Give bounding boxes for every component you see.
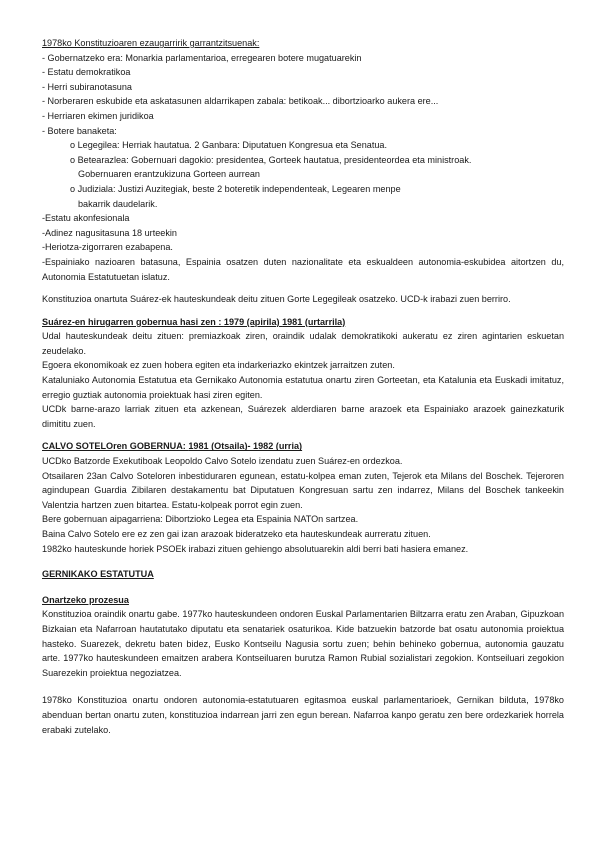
heading-text: Suárez-en hirugarren gobernua hasi zen : [42,316,224,327]
paragraph: 1978ko Konstituzioa onartu ondoren autonomia-estatutuaren egitasmoa euskal parlamentarioek, Gernikan bilduta, 1978ko abenduan bertan onartu zuten, konstituzioa indarrean jarri zen egun berean. Nafarroa kanpo geratu zen bere ordezkariek horrela erabaki zutelako. [42,695,564,735]
list-item: - Estatu demokratikoa [42,67,131,78]
list-item: -Adinez nagusitasuna 18 urteekin [42,227,177,238]
paragraph: 1982ko hauteskunde horiek PSOEk irabazi zituen gehiengo absolutuarekin aldi berri bati hasiera emanez. [42,543,469,554]
section-heading-constitution: 1978ko Konstituzioaren ezaugarririk garrantzitsuenak: [42,38,260,48]
list-item: - Botere banaketa: [42,125,117,136]
section-heading-calvo-sotelo [42,439,564,454]
section-heading-gernika-statute: GERNIKAKO ESTATUTUA [42,569,154,580]
heading-text: CALVO SOTELOren GOBERNUA: [42,441,189,452]
sub-list-item: o Legegilea: Herriak hautatua. 2 Ganbara: Diputatuen Kongresua eta Senatua. [70,140,387,151]
list-item: -Heriotza-zigorraren ezabapena. [42,242,173,253]
paragraph: Kataluniako Autonomia Estatutua eta Gernikako Autonomia estatutua onartu ziren Gorteetan, eta Katalunia eta Euskadi imitatuz, erregio guztiak autonomia proiektuak hasi ziren egiten. [42,375,564,400]
heading-date-start: 1979 (apirila) [223,316,280,327]
paragraph: Udal hauteskundeak deitu zituen: premiazkoak ziren, oraindik udalak demokratikoki aukeratu ez ziren agintarien eskuetan zeudelako. [42,331,564,356]
heading-dates: 1981 (Otsaila)- 1982 (urria) [188,441,303,452]
section-heading-suarez [42,315,564,330]
document-page [42,36,564,737]
list-item: -Espainiako nazioaren batasuna, Espainia osatzen duten nazionalitate eta eskualdeen autonomia-eskubidea aitortzen du, Autonomia Estatutuetan islatuz. [42,256,564,282]
list-item: - Gobernatzeko era: Monarkia parlamentarioa, erregearen botere mugatuarekin [42,52,362,63]
paragraph: Otsailaren 23an Calvo Soteloren inbestiduraren egunean, estatu-kolpea eman zuten, Tejerok eta Milans del Boschek. Tejeroren agindupean Guardia Zibilaren destakamentu bat Diputatuen Kongresuan sartu zen indarrez, Milans del Boschek tankeekin Valentzia hartzen zuen bitartea. Estatu-kolpeak porrot egin zuen. [42,470,564,510]
list-item: -Estatu akonfesionala [42,213,130,224]
paragraph: UCDko Batzorde Exekutiboak Leopoldo Calvo Sotelo izendatu zuen Suárez-en ordezkoa. [42,456,403,467]
sub-list-item: o Betearazlea: Gobernuari dagokio: presidentea, Gorteek hautatua, presidenteordea eta ministroak. [70,154,472,165]
paragraph: Baina Calvo Sotelo ere ez zen gai izan arazoak bideratzeko eta hauteskundeak aurreratu zituen. [42,529,431,539]
sub-list-item-continuation: bakarrik daudelarik. [78,198,158,209]
paragraph: Egoera ekonomikoak ez zuen hobera egiten eta indarkeriazko ekintzek jarraitzen zuten. [42,360,395,371]
list-item: - Norberaren eskubide eta askatasunen aldarrikapen zabala: betikoak... dibortzioarko aukera ere... [42,96,439,107]
list-item: - Herriaren ekimen juridikoa [42,110,154,121]
paragraph: Bere gobernuan aipagarriena: Dibortzioko Legea eta Espainia NATOn sartzea. [42,514,359,525]
list-item: - Herri subiranotasuna [42,81,132,92]
subheading-approval-process: Onartzeko prozesua [42,594,129,605]
heading-date-end: 1981 (urtarrila) [282,316,346,327]
paragraph: UCDk barne-arazo larriak zituen eta azkenean, Suárezek alderdiaren barne arazoek eta Espainiako arazoek gainezkaturik dimititu zuen. [42,404,564,429]
sub-list-item: o Judiziala: Justizi Auzitegiak, beste 2 boteretik independenteak, Legearen menpe [70,183,401,194]
paragraph: Konstituzioa oraindik onartu gabe. 1977ko hauteskundeen ondoren Euskal Parlamentarien Biltzarra eratu zen Araban, Gipuzkoan Bizkaian eta Nafarroan hautatutako diputatu eta senatariek osaturikoa. Kide batzuekin batzorde bat osatu autonomia proiektua hasteko. Suarezek, dekretu baten bidez, Eusko Kontseilu Nagusia sortu zuen; behin behineko gobernua, autonomia gauzatu arte. 1977ko hauteskundeen emaitzen arabera Kontseiluaren burutza Ramon Rubial sozialistari zegokion. Kontseiluari zegokion Suarezekin proiektua negoziatzea. [42,609,564,678]
paragraph: Konstituzioa onartuta Suárez-ek hauteskundeak deitu zituen Gorte Legegileak osatzeko. UCD-k irabazi zuen berriro. [42,294,511,305]
sub-list-item-continuation: Gobernuaren erantzukizuna Gorteen aurrean [78,169,260,180]
